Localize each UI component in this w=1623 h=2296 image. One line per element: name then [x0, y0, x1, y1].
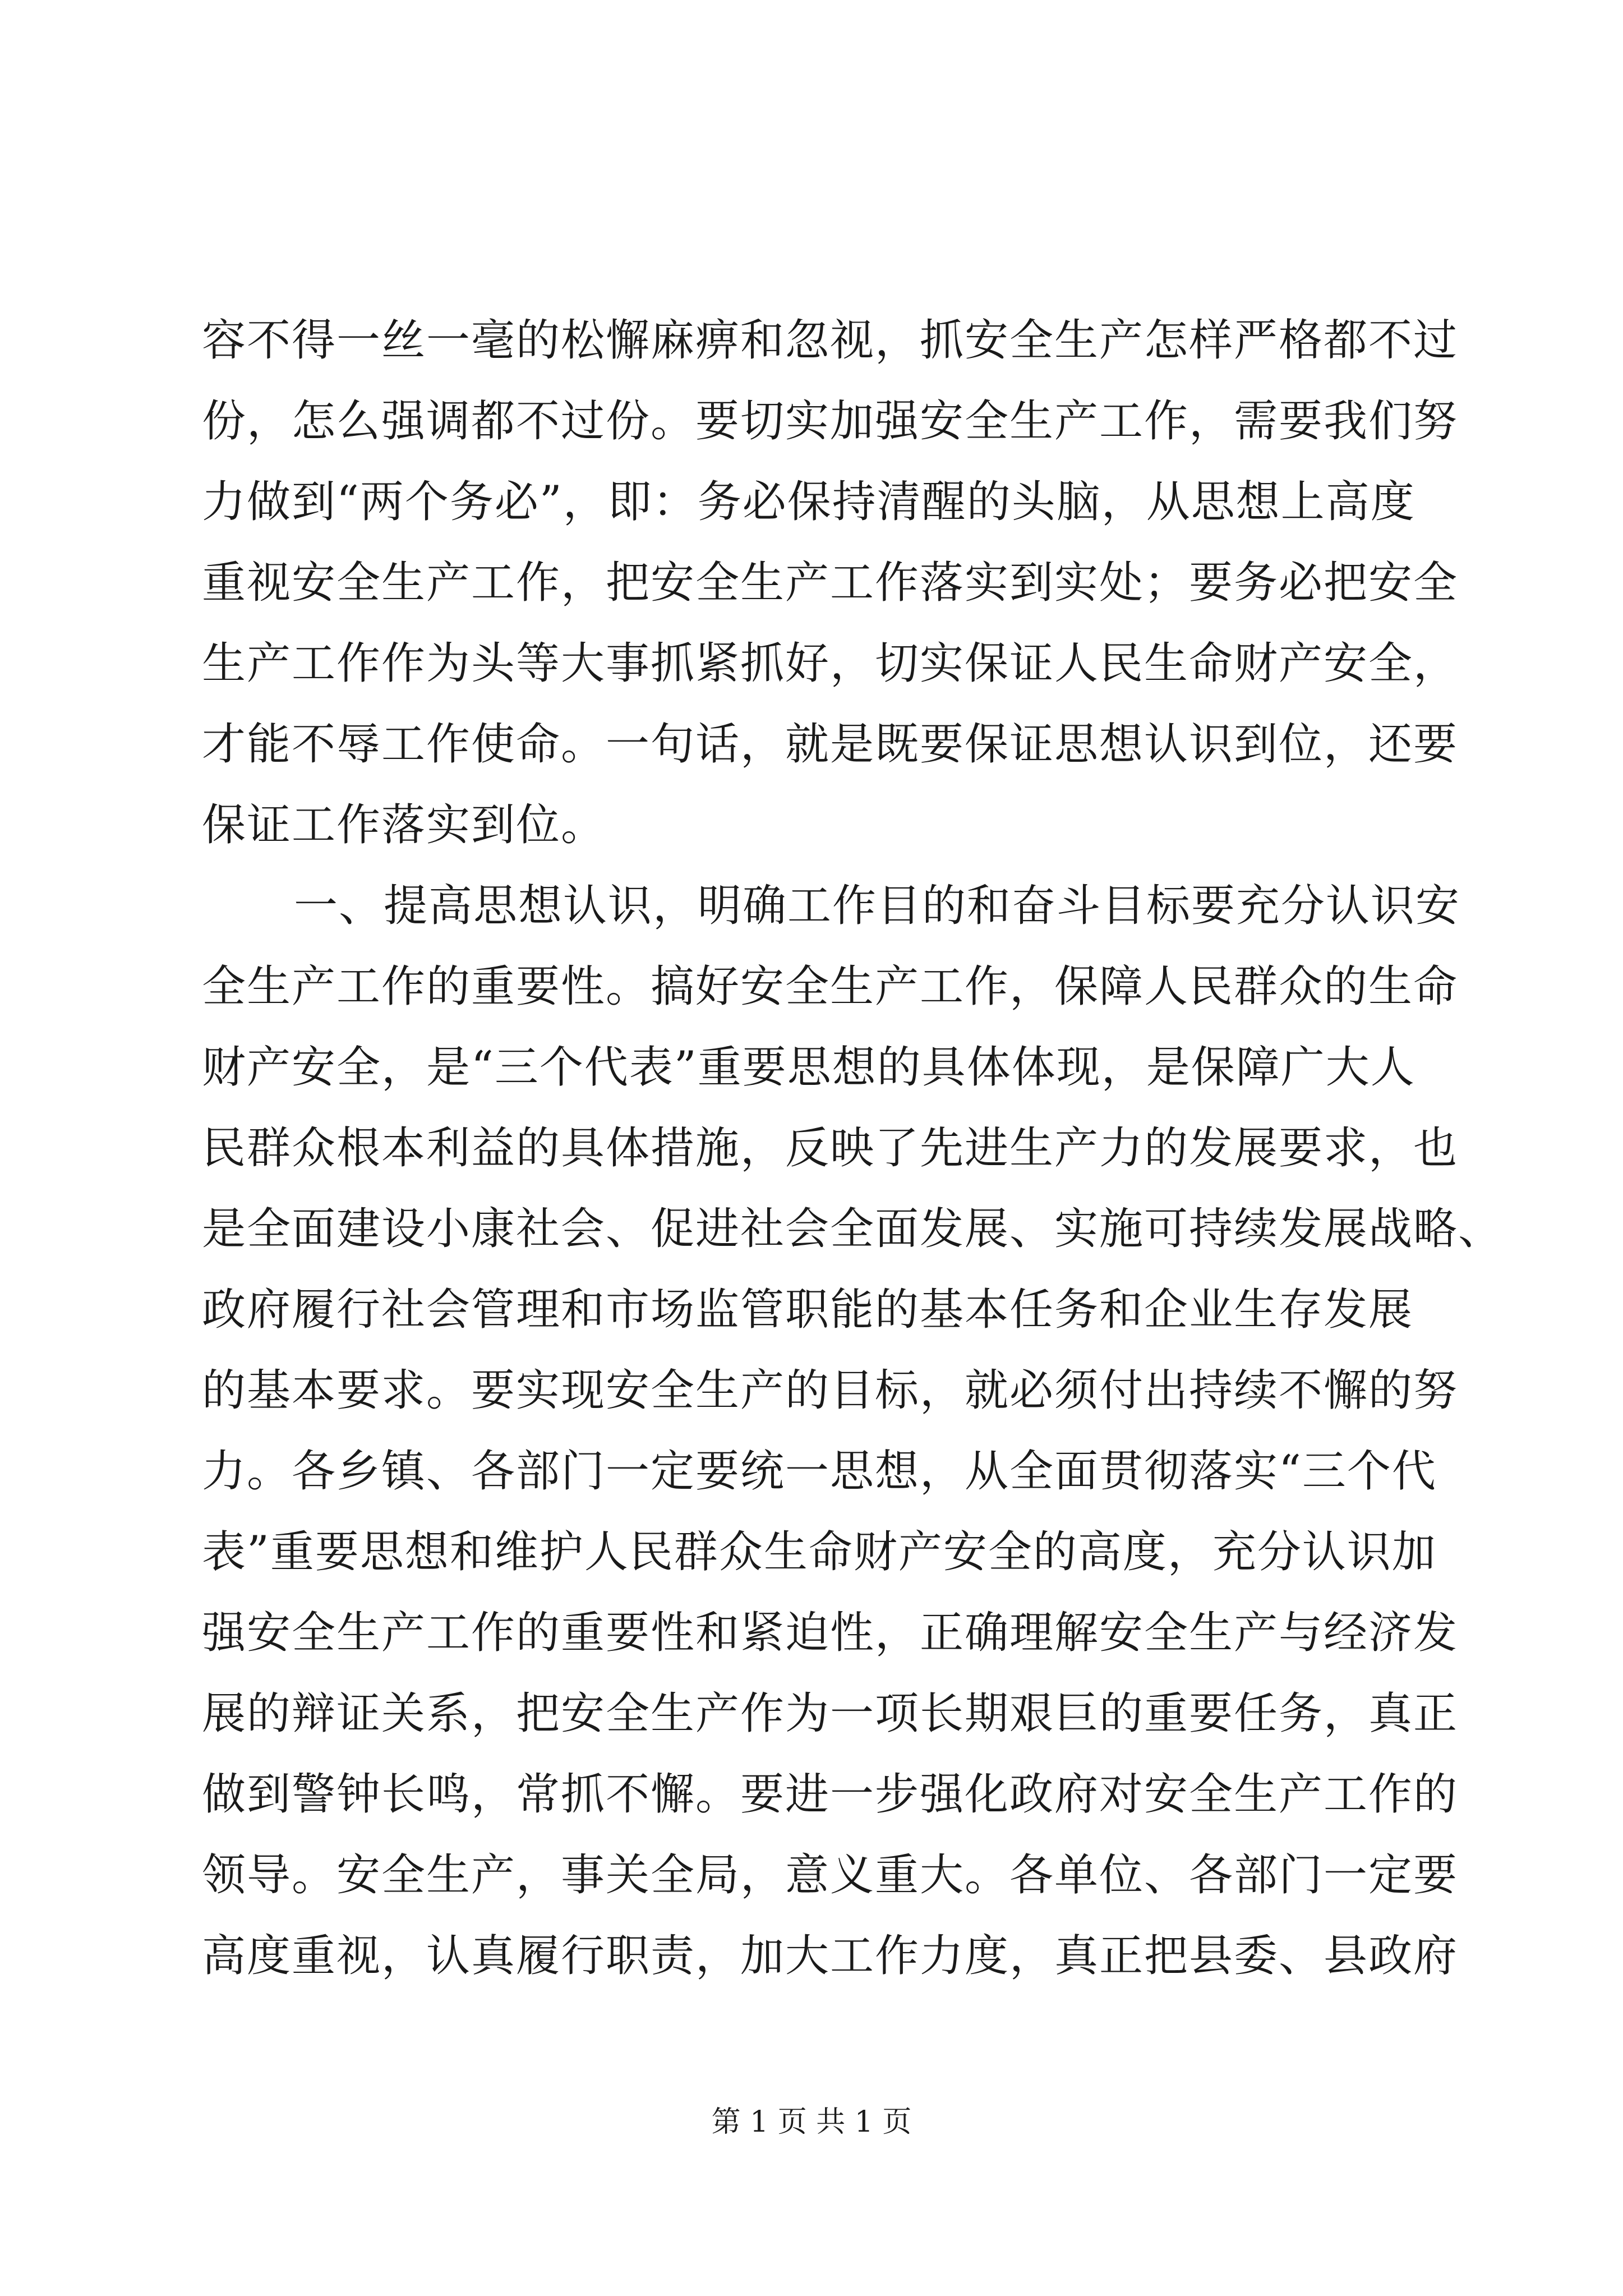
text-line: 的基本要求。要实现安全生产的目标，就必须付出持续不懈的努: [202, 1365, 1459, 1416]
text-line: 高度重视，认真履行职责，加大工作力度，真正把县委、县政府: [202, 1931, 1459, 1981]
text-line: 份，怎么强调都不过份。要切实加强安全生产工作，需要我们努: [202, 396, 1459, 447]
text-line: 领导。安全生产，事关全局，意义重大。各单位、各部门一定要: [202, 1850, 1459, 1901]
text-line: 全生产工作的重要性。搞好安全生产工作，保障人民群众的生命: [202, 961, 1459, 1012]
text-line: 保证工作落实到位。: [202, 800, 606, 850]
text-line: 力。各乡镇、各部门一定要统一思想，从全面贯彻落实“三个代: [202, 1446, 1437, 1497]
text-line: 民群众根本利益的具体措施，反映了先进生产力的发展要求，也: [202, 1123, 1459, 1174]
text-line: 才能不辱工作使命。一句话，就是既要保证思想认识到位，还要: [202, 719, 1459, 770]
text-line: 重视安全生产工作，把安全生产工作落实到实处；要务必把安全: [202, 558, 1459, 608]
text-line: 财产安全，是“三个代表”重要思想的具体体现，是保障广大人: [202, 1042, 1415, 1093]
text-line: 展的辩证关系，把安全生产作为一项长期艰巨的重要任务，真正: [202, 1688, 1459, 1739]
text-line: 表”重要思想和维护人民群众生命财产安全的高度，充分认识加: [202, 1527, 1437, 1577]
text-line: 做到警钟长鸣，常抓不懈。要进一步强化政府对安全生产工作的: [202, 1769, 1459, 1820]
section-heading-line: 一、提高思想认识，明确工作目的和奋斗目标要充分认识安: [294, 881, 1461, 931]
text-line: 强安全生产工作的重要性和紧迫性，正确理解安全生产与经济发: [202, 1608, 1459, 1658]
document-body: [202, 300, 1504, 1996]
page-number-footer: 第 1 页 共 1 页: [711, 2105, 912, 2139]
text-line: 容不得一丝一毫的松懈麻痹和忽视，抓安全生产怎样严格都不过: [202, 315, 1459, 366]
text-line: 是全面建设小康社会、促进社会全面发展、实施可持续发展战略、: [202, 1204, 1504, 1254]
text-line: 力做到“两个务必”，即：务必保持清醒的头脑，从思想上高度: [202, 477, 1415, 527]
text-line: 政府履行社会管理和市场监管职能的基本任务和企业生存发展: [202, 1285, 1414, 1335]
text-line: 生产工作作为头等大事抓紧抓好，切实保证人民生命财产安全，: [202, 638, 1459, 689]
